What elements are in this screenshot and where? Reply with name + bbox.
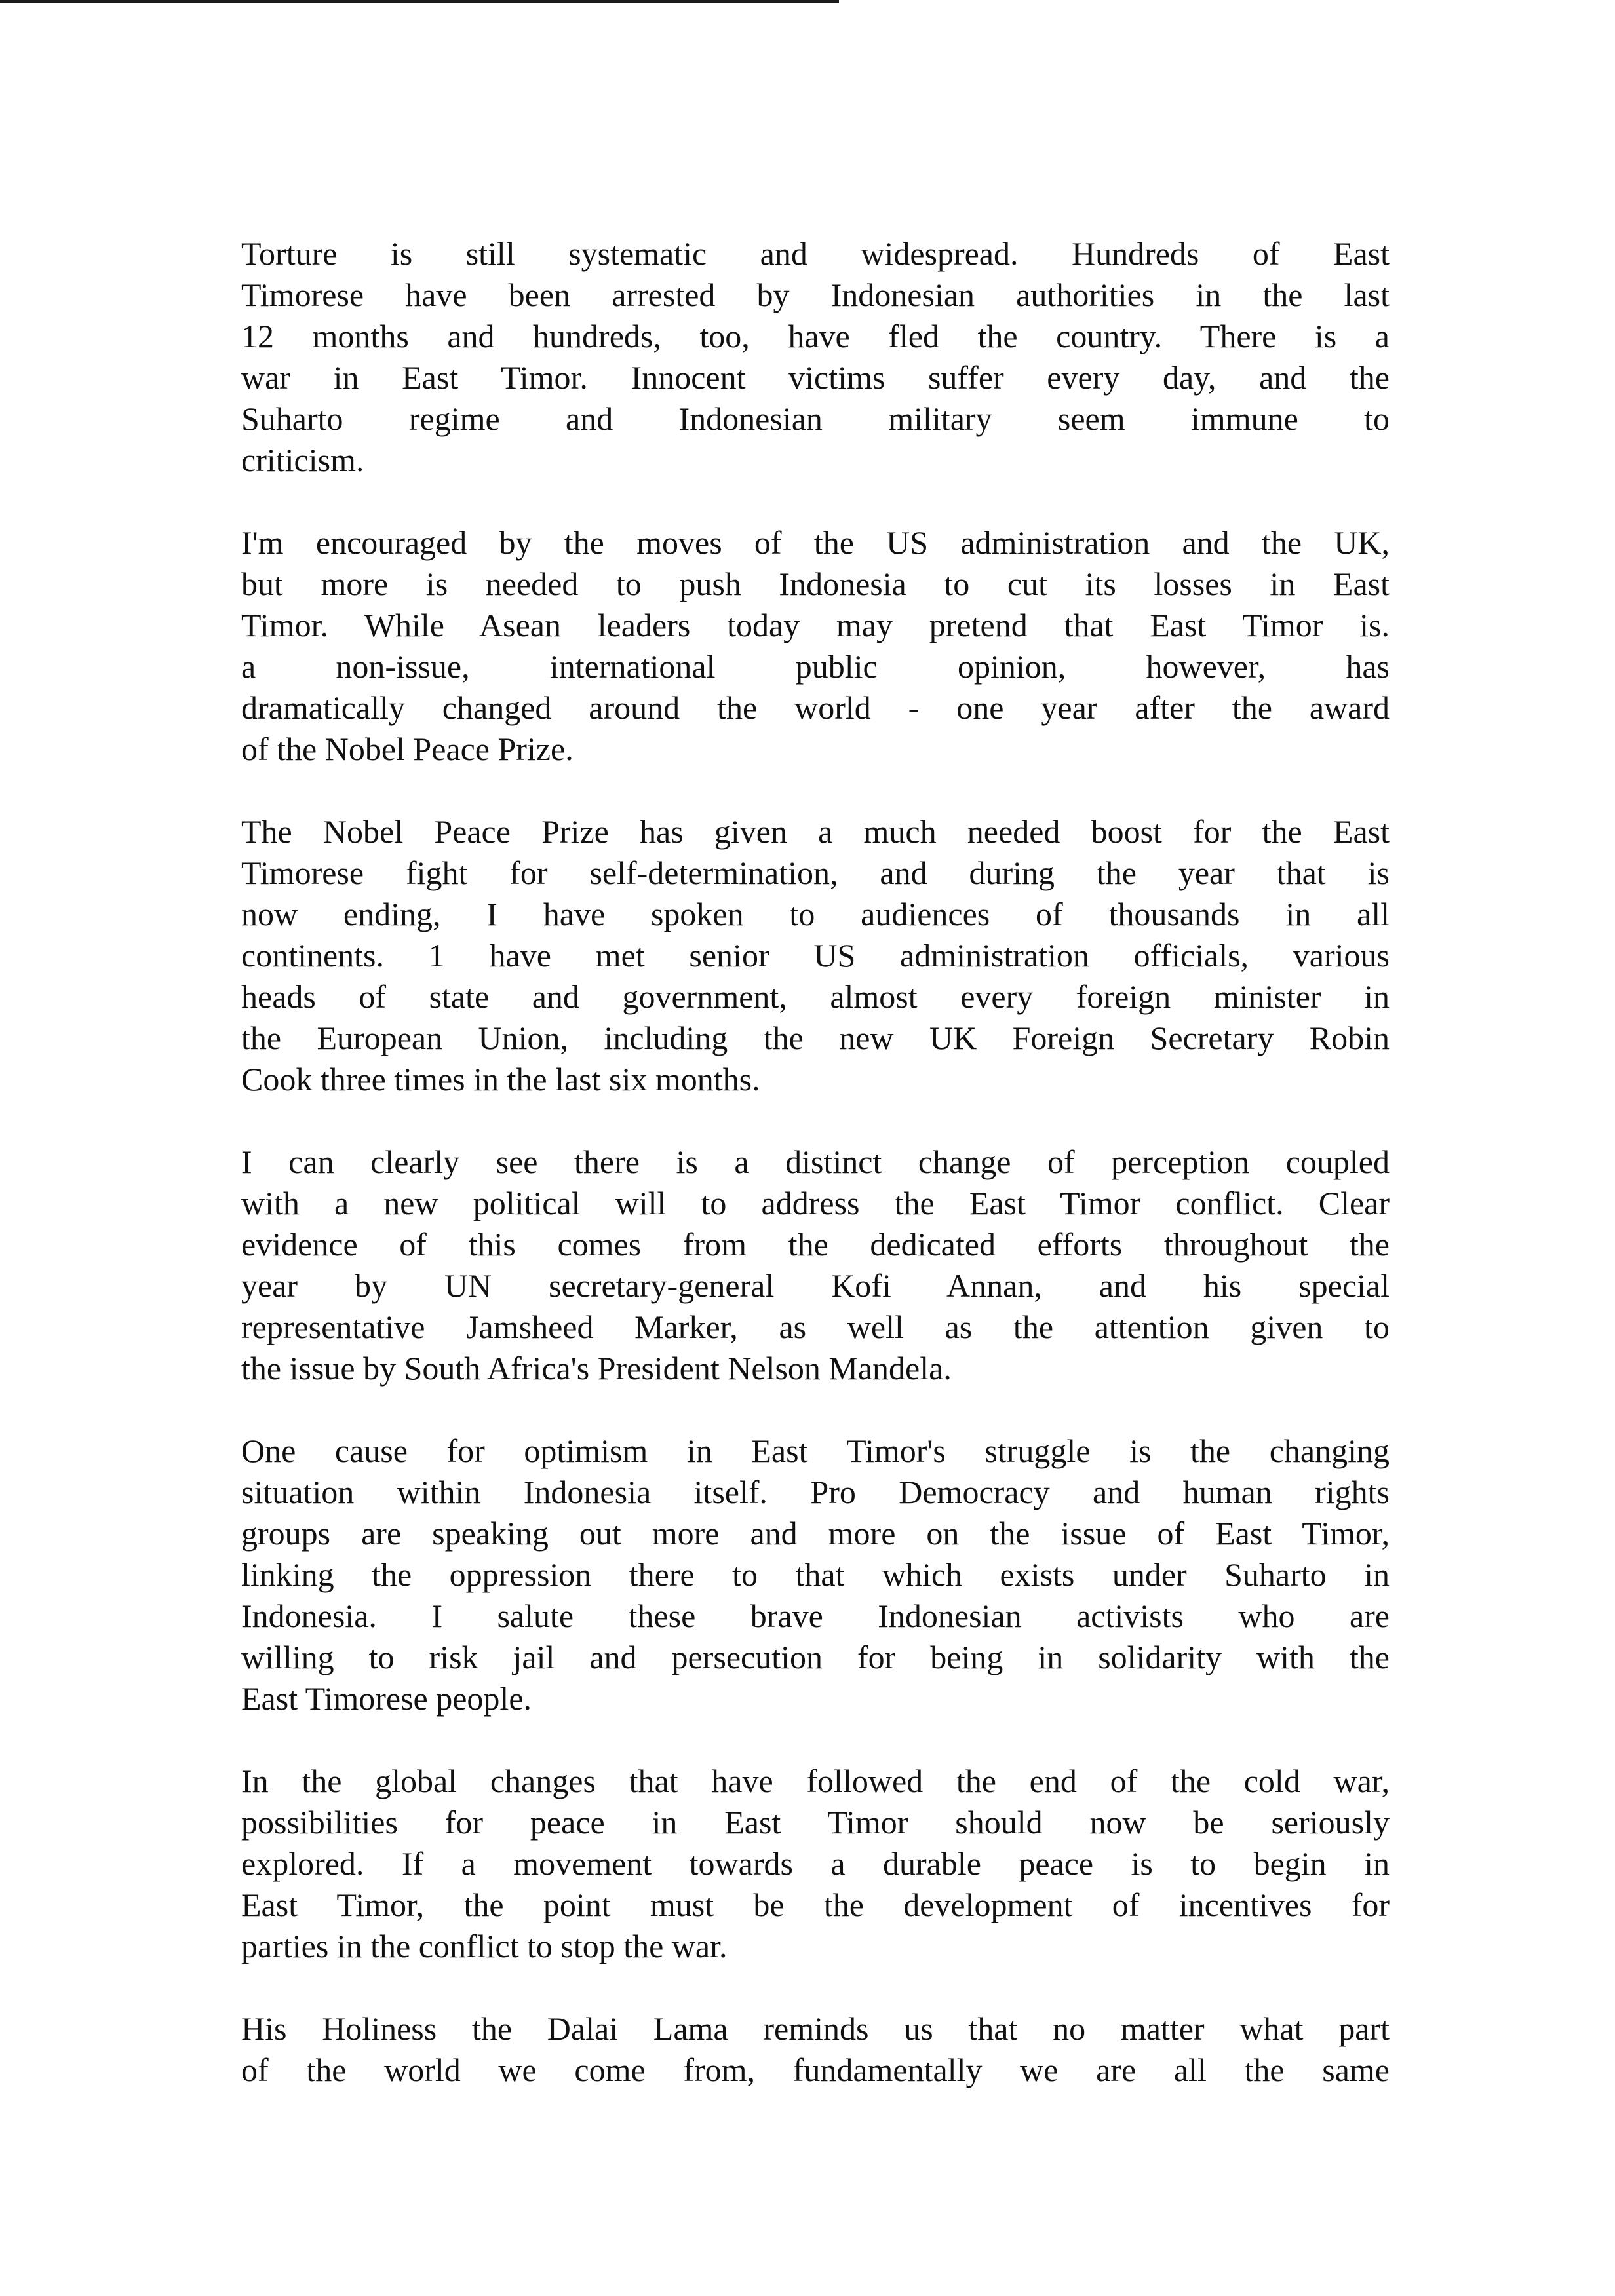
text-line: a non-issue, international public opinion, however, has xyxy=(241,648,1390,685)
paragraph xyxy=(241,2008,1390,2091)
text-line: Torture is still systematic and widespread. Hundreds of East xyxy=(241,235,1390,272)
text-line: of the Nobel Peace Prize. xyxy=(241,731,574,767)
text-line: now ending, I have spoken to audiences of thousands in all xyxy=(241,896,1390,932)
paragraph xyxy=(241,1761,1390,1967)
text-line: Timor. While Asean leaders today may pretend that East Timor is. xyxy=(241,607,1390,643)
text-line: 12 months and hundreds, too, have fled the country. There is a xyxy=(241,318,1390,354)
text-line: The Nobel Peace Prize has given a much needed boost for the East xyxy=(241,813,1390,850)
text-line: Suharto regime and Indonesian military seem immune to xyxy=(241,400,1390,437)
text-line: In the global changes that have followed the end of the cold war, xyxy=(241,1763,1390,1799)
paragraph xyxy=(241,233,1390,481)
text-line: evidence of this comes from the dedicated efforts throughout the xyxy=(241,1226,1390,1263)
text-line: situation within Indonesia itself. Pro Democracy and human rights xyxy=(241,1474,1390,1510)
text-line: with a new political will to address the East Timor conflict. Clear xyxy=(241,1185,1390,1221)
text-line: the issue by South Africa's President Nelson Mandela. xyxy=(241,1350,952,1387)
text-line: of the world we come from, fundamentally we are all the same xyxy=(241,2052,1390,2088)
text-line: heads of state and government, almost every foreign minister in xyxy=(241,978,1390,1015)
text-line: explored. If a movement towards a durable peace is to begin in xyxy=(241,1845,1390,1882)
text-line: parties in the conflict to stop the war. xyxy=(241,1928,728,1964)
text-line: possibilities for peace in East Timor should now be seriously xyxy=(241,1804,1390,1841)
document-body xyxy=(241,233,1390,2132)
scan-edge-rule xyxy=(0,0,839,3)
text-line: Cook three times in the last six months. xyxy=(241,1061,760,1098)
text-line: groups are speaking out more and more on the issue of East Timor, xyxy=(241,1515,1390,1552)
text-line: representative Jamsheed Marker, as well as the attention given to xyxy=(241,1309,1390,1345)
text-line: the European Union, including the new UK Foreign Secretary Robin xyxy=(241,1020,1390,1056)
text-line: I'm encouraged by the moves of the US administration and the UK, xyxy=(241,524,1390,561)
text-line: but more is needed to push Indonesia to cut its losses in East xyxy=(241,565,1390,602)
text-line: willing to risk jail and persecution for being in solidarity with the xyxy=(241,1639,1390,1675)
text-line: dramatically changed around the world - one year after the award xyxy=(241,689,1390,726)
text-line: continents. 1 have met senior US administration officials, various xyxy=(241,937,1390,974)
text-line: Timorese fight for self-determination, and during the year that is xyxy=(241,854,1390,891)
paragraph xyxy=(241,1430,1390,1719)
text-line: Timorese have been arrested by Indonesian authorities in the last xyxy=(241,277,1390,313)
text-line: linking the oppression there to that which exists under Suharto in xyxy=(241,1556,1390,1593)
text-line: year by UN secretary-general Kofi Annan, and his special xyxy=(241,1267,1390,1304)
text-line: criticism. xyxy=(241,442,364,478)
paragraph xyxy=(241,811,1390,1100)
text-line: I can clearly see there is a distinct change of perception coupled xyxy=(241,1143,1390,1180)
text-line: East Timorese people. xyxy=(241,1680,532,1717)
paragraph xyxy=(241,1141,1390,1389)
text-line: East Timor, the point must be the development of incentives for xyxy=(241,1886,1390,1923)
text-line: One cause for optimism in East Timor's struggle is the changing xyxy=(241,1432,1390,1469)
text-line: war in East Timor. Innocent victims suffer every day, and the xyxy=(241,359,1390,396)
text-line: Indonesia. I salute these brave Indonesian activists who are xyxy=(241,1598,1390,1634)
paragraph xyxy=(241,522,1390,770)
text-line: His Holiness the Dalai Lama reminds us that no matter what part xyxy=(241,2010,1390,2047)
